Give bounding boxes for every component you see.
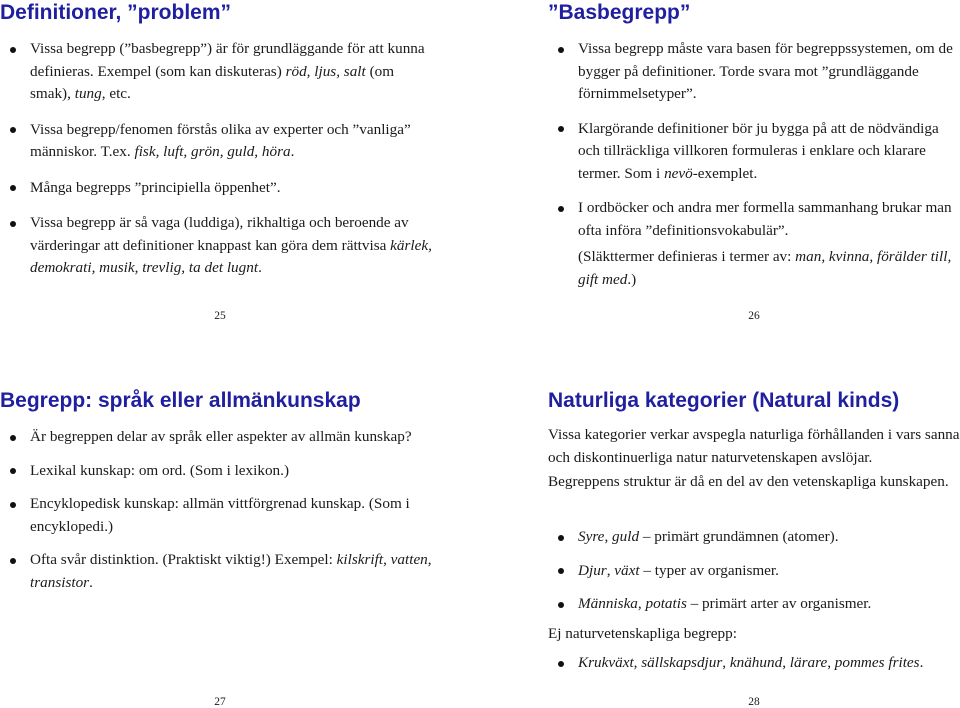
bullet-dot bbox=[558, 535, 564, 541]
slide-title: ”Basbegrepp” bbox=[548, 1, 691, 24]
intro-paragraph: Vissa kategorier verkar avspegla naturliga förhållanden i vars sanna och diskontinuerliga natur naturvetenskapen avslöjar. bbox=[548, 426, 960, 466]
bullet-list bbox=[10, 426, 436, 594]
intro-paragraph-2: Begreppens struktur är då en del av den vetenskapliga kunskapen. bbox=[548, 473, 949, 490]
slide-27 bbox=[0, 354, 440, 708]
bullet-item: Djur, växt – typer av organismer. bbox=[558, 560, 956, 583]
bullet-note: (Släkttermer definieras i termer av: man, kvinna, förälder till, gift med.) bbox=[578, 248, 952, 288]
bullet-dot bbox=[558, 661, 564, 667]
bullet-dot bbox=[10, 185, 16, 191]
slide-25 bbox=[0, 0, 440, 354]
bullet-list bbox=[10, 38, 436, 280]
intro-paragraph-3: Ej naturvetenskapliga begrepp: bbox=[548, 625, 737, 642]
bullet-dot bbox=[558, 602, 564, 608]
bullet-dot bbox=[558, 47, 564, 53]
slide-title: Definitioner, ”problem” bbox=[0, 1, 232, 24]
bullet-item: I ordböcker och andra mer formella sammanhang brukar man ofta införa ”definitionsvokabulär”. bbox=[558, 197, 956, 242]
bullet-item: Människa, potatis – primärt arter av organismer. bbox=[558, 593, 956, 616]
slide-26 bbox=[548, 0, 960, 354]
bullet-list-2 bbox=[558, 652, 956, 675]
slide-28 bbox=[548, 354, 960, 708]
bullet-dot bbox=[10, 502, 16, 508]
bullet-item: Många begrepps ”principiella öppenhet”. bbox=[10, 177, 436, 200]
page-number: 26 bbox=[748, 310, 760, 322]
page-number: 25 bbox=[214, 310, 226, 322]
bullet-list bbox=[558, 526, 956, 616]
bullet-dot bbox=[10, 435, 16, 441]
bullet-dot bbox=[558, 126, 564, 132]
bullet-item: Ofta svår distinktion. (Praktiskt viktig!) Exempel: kilskrift, vatten, transistor. bbox=[10, 549, 436, 594]
bullet-item: Lexikal kunskap: om ord. (Som i lexikon.) bbox=[10, 460, 436, 483]
bullet-item: Vissa begrepp/fenomen förstås olika av experter och ”vanliga” människor. T.ex. fisk, luft, grön, guld, höra. bbox=[10, 119, 436, 164]
bullet-item: Syre, guld – primärt grundämnen (atomer). bbox=[558, 526, 956, 549]
bullet-item: Är begreppen delar av språk eller aspekter av allmän kunskap? bbox=[10, 426, 436, 449]
bullet-item: Klargörande definitioner bör ju bygga på att de nödvändiga och tillräckliga villkoren formuleras i enklare och klarare termer. Som i nevö-exemplet. bbox=[558, 118, 956, 186]
page-number: 28 bbox=[748, 696, 760, 708]
bullet-item: Vissa begrepp måste vara basen för begreppssystemen, om de bygger på definitioner. Torde svara mot ”grundläggande förnimmelsetyper”. bbox=[558, 38, 956, 106]
bullet-item: Krukväxt, sällskapsdjur, knähund, lärare, pommes frites. bbox=[558, 652, 956, 675]
bullet-dot bbox=[10, 558, 16, 564]
bullet-dot bbox=[10, 47, 16, 53]
bullet-list bbox=[558, 38, 956, 291]
bullet-item: Encyklopedisk kunskap: allmän vittförgrenad kunskap. (Som i encyklopedi.) bbox=[10, 493, 436, 538]
bullet-dot bbox=[10, 127, 16, 133]
bullet-item: Vissa begrepp är så vaga (luddiga), rikhaltiga och beroende av värderingar att definitioner knappast kan göra dem rättvisa kärlek, demokrati, musik, trevlig, ta det lugnt. bbox=[10, 212, 436, 280]
bullet-item: Vissa begrepp (”basbegrepp”) är för grundläggande för att kunna definieras. Exempel (som kan diskuteras) röd, ljus, salt (om smak), tung, etc. bbox=[10, 38, 436, 106]
page-number: 27 bbox=[214, 696, 226, 708]
bullet-dot bbox=[558, 206, 564, 212]
bullet-dot bbox=[10, 468, 16, 474]
bullet-dot bbox=[10, 221, 16, 227]
bullet-dot bbox=[558, 568, 564, 574]
slide-title: Naturliga kategorier (Natural kinds) bbox=[548, 389, 900, 412]
slide-title: Begrepp: språk eller allmänkunskap bbox=[0, 389, 361, 412]
